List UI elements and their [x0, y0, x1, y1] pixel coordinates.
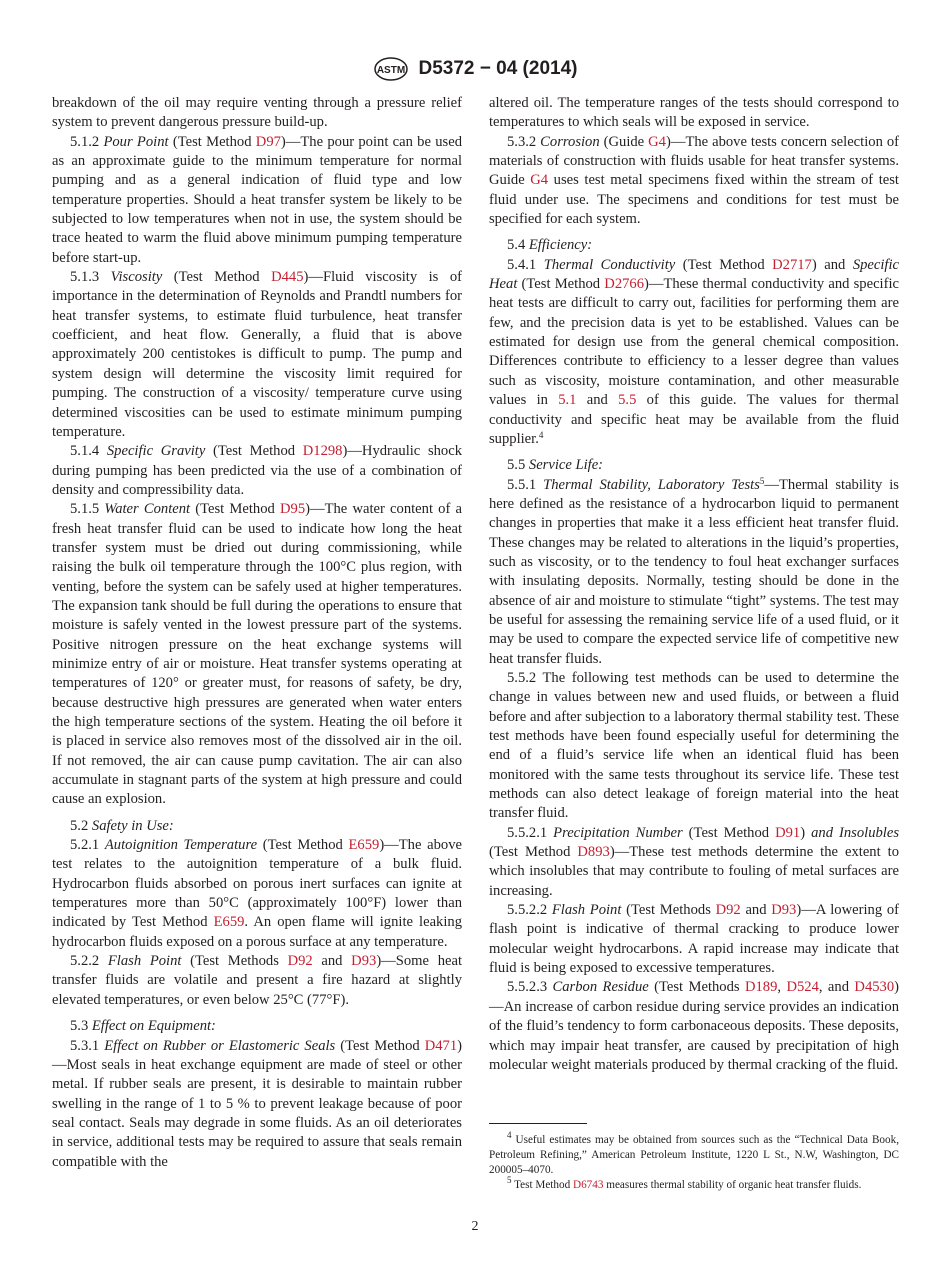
- paragraph: [52, 133, 462, 268]
- text-run: )—These test methods determine the extent to which insolubles that may contribute to fouling of metal surfaces are increasing.: [489, 844, 900, 899]
- text-run: 5.1.3: [70, 269, 111, 286]
- paragraph: [489, 133, 899, 230]
- text-run: (Test Method: [517, 276, 605, 293]
- text-run: and: [312, 953, 352, 970]
- italic-term: Precipitation Number: [553, 824, 683, 841]
- text-run: measures thermal stability of organic heat transfer fluids.: [603, 1179, 862, 1191]
- text-run: 5.1.5: [70, 501, 105, 518]
- paragraph: [52, 442, 462, 500]
- text-run: 5.3.2: [507, 133, 541, 150]
- paragraph: [52, 1037, 462, 1172]
- paragraph: [489, 824, 899, 901]
- reference-link[interactable]: D1298: [302, 443, 343, 460]
- text-run: (Guide: [599, 133, 649, 150]
- text-run: . An open flame will ignite leaking hydrocarbon fluids exposed on a porous surface at any temperature.: [52, 914, 462, 950]
- text-run: (Test Method: [168, 133, 256, 150]
- text-run: )—An increase of carbon residue during service provides an indication of the fluid’s tendency to form carbonaceous deposits. These deposits, which may impair heat transfer, are caused by precipitation of high molecular weight materials produced by thermal cracking of the fluid.: [489, 979, 900, 1073]
- text-run: ) and: [811, 256, 853, 273]
- reference-link[interactable]: D893: [577, 844, 610, 861]
- page-header: [0, 56, 950, 82]
- svg-text:ASTM: ASTM: [376, 65, 405, 76]
- section-heading: [489, 236, 899, 255]
- reference-link[interactable]: D93: [771, 902, 797, 919]
- italic-term: Effect on Equipment:: [91, 1018, 216, 1035]
- reference-link[interactable]: D524: [786, 979, 819, 996]
- text-run: (Test Method: [190, 501, 280, 518]
- page-number: 2: [471, 1219, 479, 1234]
- text-run: 5.2.2: [70, 953, 108, 970]
- text-run: ): [800, 824, 812, 841]
- text-run: (Test Method: [257, 837, 349, 854]
- reference-link[interactable]: D92: [287, 953, 313, 970]
- text-run: 5.3.1: [70, 1037, 105, 1054]
- text-run: 5.4.1: [507, 256, 544, 273]
- italic-term: Thermal Stability, Laboratory Tests: [543, 476, 760, 493]
- paragraph: [489, 978, 899, 1075]
- section-heading: [52, 817, 462, 836]
- paragraph: [489, 256, 899, 449]
- text-run: (Test Methods: [621, 902, 716, 919]
- paragraph: [52, 836, 462, 952]
- text-run: (Test Methods: [648, 979, 745, 996]
- text-run: )—The above tests concern selection of materials of construction with fluids usable for heat transfer systems. Guide: [489, 133, 899, 189]
- text-run: )—Most seals in heat exchange equipment are made of steel or other metal. If rubber seals are present, it is desirable to maintain rubber swelling in the range of 1 to 5 % to prevent leakage because of poor seal contact. Seals may degrade in some fluids. As an oil deteriorates in service, additional tests may be required to assure that seals remain compatible with the: [52, 1037, 463, 1170]
- text-run: —Thermal stability is here defined as the resistance of a hydrocarbon liquid to permanent changes in properties that make it a less efficient heat transfer fluid. These changes may be related to alterations in the liquid’s properties, such as viscosity, or to the tendency to foul heat exchanger surfaces with insulating deposits. Normally, testing should be done in the absence of air and moisture to stimulate “tight” systems. The test may be useful for assessing the remaining service life of a used fluid, or it may be used to compare the expected service life of competitive new heat transfer fluids.: [489, 476, 899, 667]
- italic-term: Specific Heat: [489, 256, 900, 293]
- section-heading: [489, 456, 899, 475]
- reference-link[interactable]: E659: [348, 837, 380, 854]
- text-run: and: [740, 902, 772, 919]
- standard-designation: D5372 − 04 (2014): [418, 58, 578, 79]
- right-column: [489, 94, 899, 1075]
- footnotes: [489, 1130, 899, 1193]
- text-run: 5.1.4: [70, 443, 107, 460]
- footnote: [489, 1130, 899, 1178]
- italic-term: Pour Point: [103, 133, 169, 150]
- text-run: )—The pour point can be used as an approximate guide to the minimum temperature for normal pumping and as a general indication of fluid type and low temperature properties. Should a heat transfer system be likely to be subjected to low temperatures when not in use, the system should be trace heated to warm the fluid above minimum pumping temperature before start-up.: [52, 133, 462, 266]
- reference-link[interactable]: D189: [744, 979, 778, 996]
- paragraph: [52, 952, 462, 1010]
- reference-link[interactable]: D2717: [772, 256, 812, 273]
- footnote-marker: 4: [507, 1130, 512, 1140]
- reference-link[interactable]: D93: [351, 953, 377, 970]
- text-run: 5.4: [507, 237, 529, 254]
- paragraph: [489, 94, 899, 133]
- reference-link[interactable]: 5.1: [558, 392, 577, 409]
- reference-link[interactable]: D471: [424, 1037, 458, 1054]
- reference-link[interactable]: D95: [280, 501, 306, 518]
- footnote: [489, 1175, 899, 1193]
- italic-term: Carbon Residue: [552, 979, 649, 996]
- text-run: Useful estimates may be obtained from sources such as the “Technical Data Book, Petroleum Refining,” American Petroleum Institute, 1220 L St., N.W, Washington, DC 200005–4070.: [489, 1134, 899, 1176]
- text-run: )—The above test relates to the autoignition temperature of a bulk fluid. Hydrocarbon fluids absorbed on porous inert surfaces can ignite at temperatures more than 50°C (approximately 100°F) lower than indicated by Test Method: [52, 837, 462, 931]
- italic-term: Specific Gravity: [106, 443, 206, 460]
- text-run: (Test Methods: [181, 953, 288, 970]
- text-run: (Test Method: [489, 844, 578, 861]
- reference-link[interactable]: G4: [648, 133, 666, 150]
- italic-term: Autoignition Temperature: [104, 837, 258, 854]
- left-column: [52, 94, 462, 1172]
- italic-term: Flash Point: [551, 902, 622, 919]
- text-run: 5.5.2.2: [507, 902, 552, 919]
- footnote-marker: 4: [538, 429, 544, 440]
- italic-term: Thermal Conductivity: [543, 256, 676, 273]
- footnote-marker: 5: [759, 475, 765, 486]
- reference-link[interactable]: D4530: [854, 979, 895, 996]
- text-run: )—Some heat transfer fluids are volatile and present a fire hazard at slightly elevated temperatures, or even below 25°C (77°F).: [52, 953, 463, 1008]
- paragraph: [52, 500, 462, 810]
- text-run: (Test Method: [682, 824, 776, 841]
- text-run: (Test Method: [675, 256, 773, 273]
- text-run: of this guide. The values for thermal conductivity and specific heat may be available from the fluid supplier.: [489, 392, 899, 447]
- italic-term: Viscosity: [110, 269, 163, 286]
- italic-term: Safety in Use:: [91, 817, 174, 834]
- text-run: (Test Method: [162, 269, 272, 286]
- text-run: 5.2: [70, 817, 92, 834]
- text-run: 5.3: [70, 1018, 92, 1035]
- italic-term: Flash Point: [107, 953, 182, 970]
- footnote-divider: [489, 1123, 587, 1124]
- text-run: 5.5.1: [507, 476, 544, 493]
- text-run: altered oil. The temperature ranges of the tests should correspond to temperatures to which seals will be exposed in service.: [489, 95, 899, 131]
- reference-link[interactable]: D6743: [572, 1179, 604, 1191]
- reference-link[interactable]: D97: [255, 133, 281, 150]
- reference-link[interactable]: D92: [715, 902, 741, 919]
- italic-term: Corrosion: [540, 133, 600, 150]
- text-run: uses test metal specimens fixed within the stream of test fluid under use. The specimens and conditions for test must be specified for each system.: [489, 172, 899, 228]
- paragraph: [489, 669, 899, 824]
- text-run: 5.2.1: [70, 837, 105, 854]
- reference-link[interactable]: D445: [271, 269, 304, 286]
- text-run: breakdown of the oil may require venting through a pressure relief system to prevent dangerous pressure build-up.: [52, 95, 462, 131]
- footnote-marker: 5: [507, 1175, 512, 1185]
- reference-link[interactable]: D91: [775, 824, 801, 841]
- text-run: )—These thermal conductivity and specific heat tests are difficult to carry out, facilities for performing them are few, and the precision data is yet to be established. Values can be estimated for design use from the general chemical composition. Differences contribute to efficiency to a lesser degree than values such as viscosity, moisture contamination, and other measurable values in: [489, 276, 899, 409]
- paragraph: [52, 268, 462, 442]
- text-run: 5.5.2 The following test methods can be used to determine the change in values between new and used fluids, or between a fluid before and after subjection to a laboratory thermal stability test. These test methods have been found especially useful for determining the end of a fluid’s service life when an identical fluid has been monitored with the same tests throughout its service life. These test methods can also detect leakage of foreign material into the heat transfer fluid.: [489, 669, 899, 822]
- astm-logo-icon: [373, 56, 409, 82]
- text-run: (Test Method: [335, 1037, 425, 1054]
- text-run: (Test Method: [205, 443, 303, 460]
- italic-term: Water Content: [104, 501, 191, 518]
- text-run: )—A lowering of flash point is indicative of thermal cracking to produce lower molecular weight hydrocarbons. A rapid increase may indicate that fluid is being exposed to excessive temperatures.: [489, 902, 899, 977]
- reference-link[interactable]: 5.5: [618, 392, 637, 409]
- reference-link[interactable]: G4: [530, 172, 549, 189]
- text-run: 5.1.2: [70, 133, 104, 150]
- reference-link[interactable]: D2766: [604, 276, 645, 293]
- reference-link[interactable]: E659: [213, 914, 245, 931]
- italic-term: Service Life:: [528, 457, 604, 474]
- text-run: ,: [777, 979, 787, 996]
- section-heading: [52, 1017, 462, 1036]
- text-run: 5.5: [507, 457, 529, 474]
- text-run: )—Fluid viscosity is of importance in the determination of Reynolds and Prandtl numbers for heat transfer systems, to estimate fluid turbulence, heat transfer coefficient, and heat flow. Generally, a fluid that is above approximately 200 centistokes is difficult to pump. The pump and system design will determine the viscosity limit required for pumping. The construction of a viscosity/ temperature curve using determined viscosities can be used to estimate minimum pumping temperature.: [52, 269, 462, 440]
- italic-term: Efficiency:: [528, 237, 593, 254]
- text-run: 5.5.2.1: [507, 824, 554, 841]
- text-run: Test Method: [511, 1179, 573, 1191]
- paragraph: [489, 476, 899, 669]
- text-run: and: [576, 392, 619, 409]
- text-run: 5.5.2.3: [507, 979, 553, 996]
- paragraph: [489, 901, 899, 978]
- text-run: )—The water content of a fresh heat transfer fluid can be used to indicate how long the heat transfer system must be dried out during commissioning, while raising the bulk oil temperature through the 100°C plus region, with venting, before the system can be safely used at higher temperatures. The expansion tank should be full during the operations to ensure that moisture is safely vented in the lowest pressure part of the systems. Positive nitrogen pressure on the heat exchange systems will minimize entry of air or moisture. Heat transfer systems operating at temperatures of 120° or greater must, for reasons of safety, be dry, because destructive high pressures are generated when water enters the high temperature sections of the system. Heating the oil before it is placed in service also removes most of the dissolved air in the oil. If not removed, the air can cause pump cavitation. The air can also accumulate in stagnant parts of the system at high pressure and could cause an explosion.: [52, 501, 462, 808]
- text-run: , and: [818, 979, 855, 996]
- text-run: )—Hydraulic shock during pumping has been predicted via the use of a combination of density and compressibility data.: [52, 443, 463, 498]
- italic-term: and Insolubles: [811, 824, 900, 841]
- italic-term: Effect on Rubber or Elastomeric Seals: [104, 1037, 336, 1054]
- paragraph: [52, 94, 462, 133]
